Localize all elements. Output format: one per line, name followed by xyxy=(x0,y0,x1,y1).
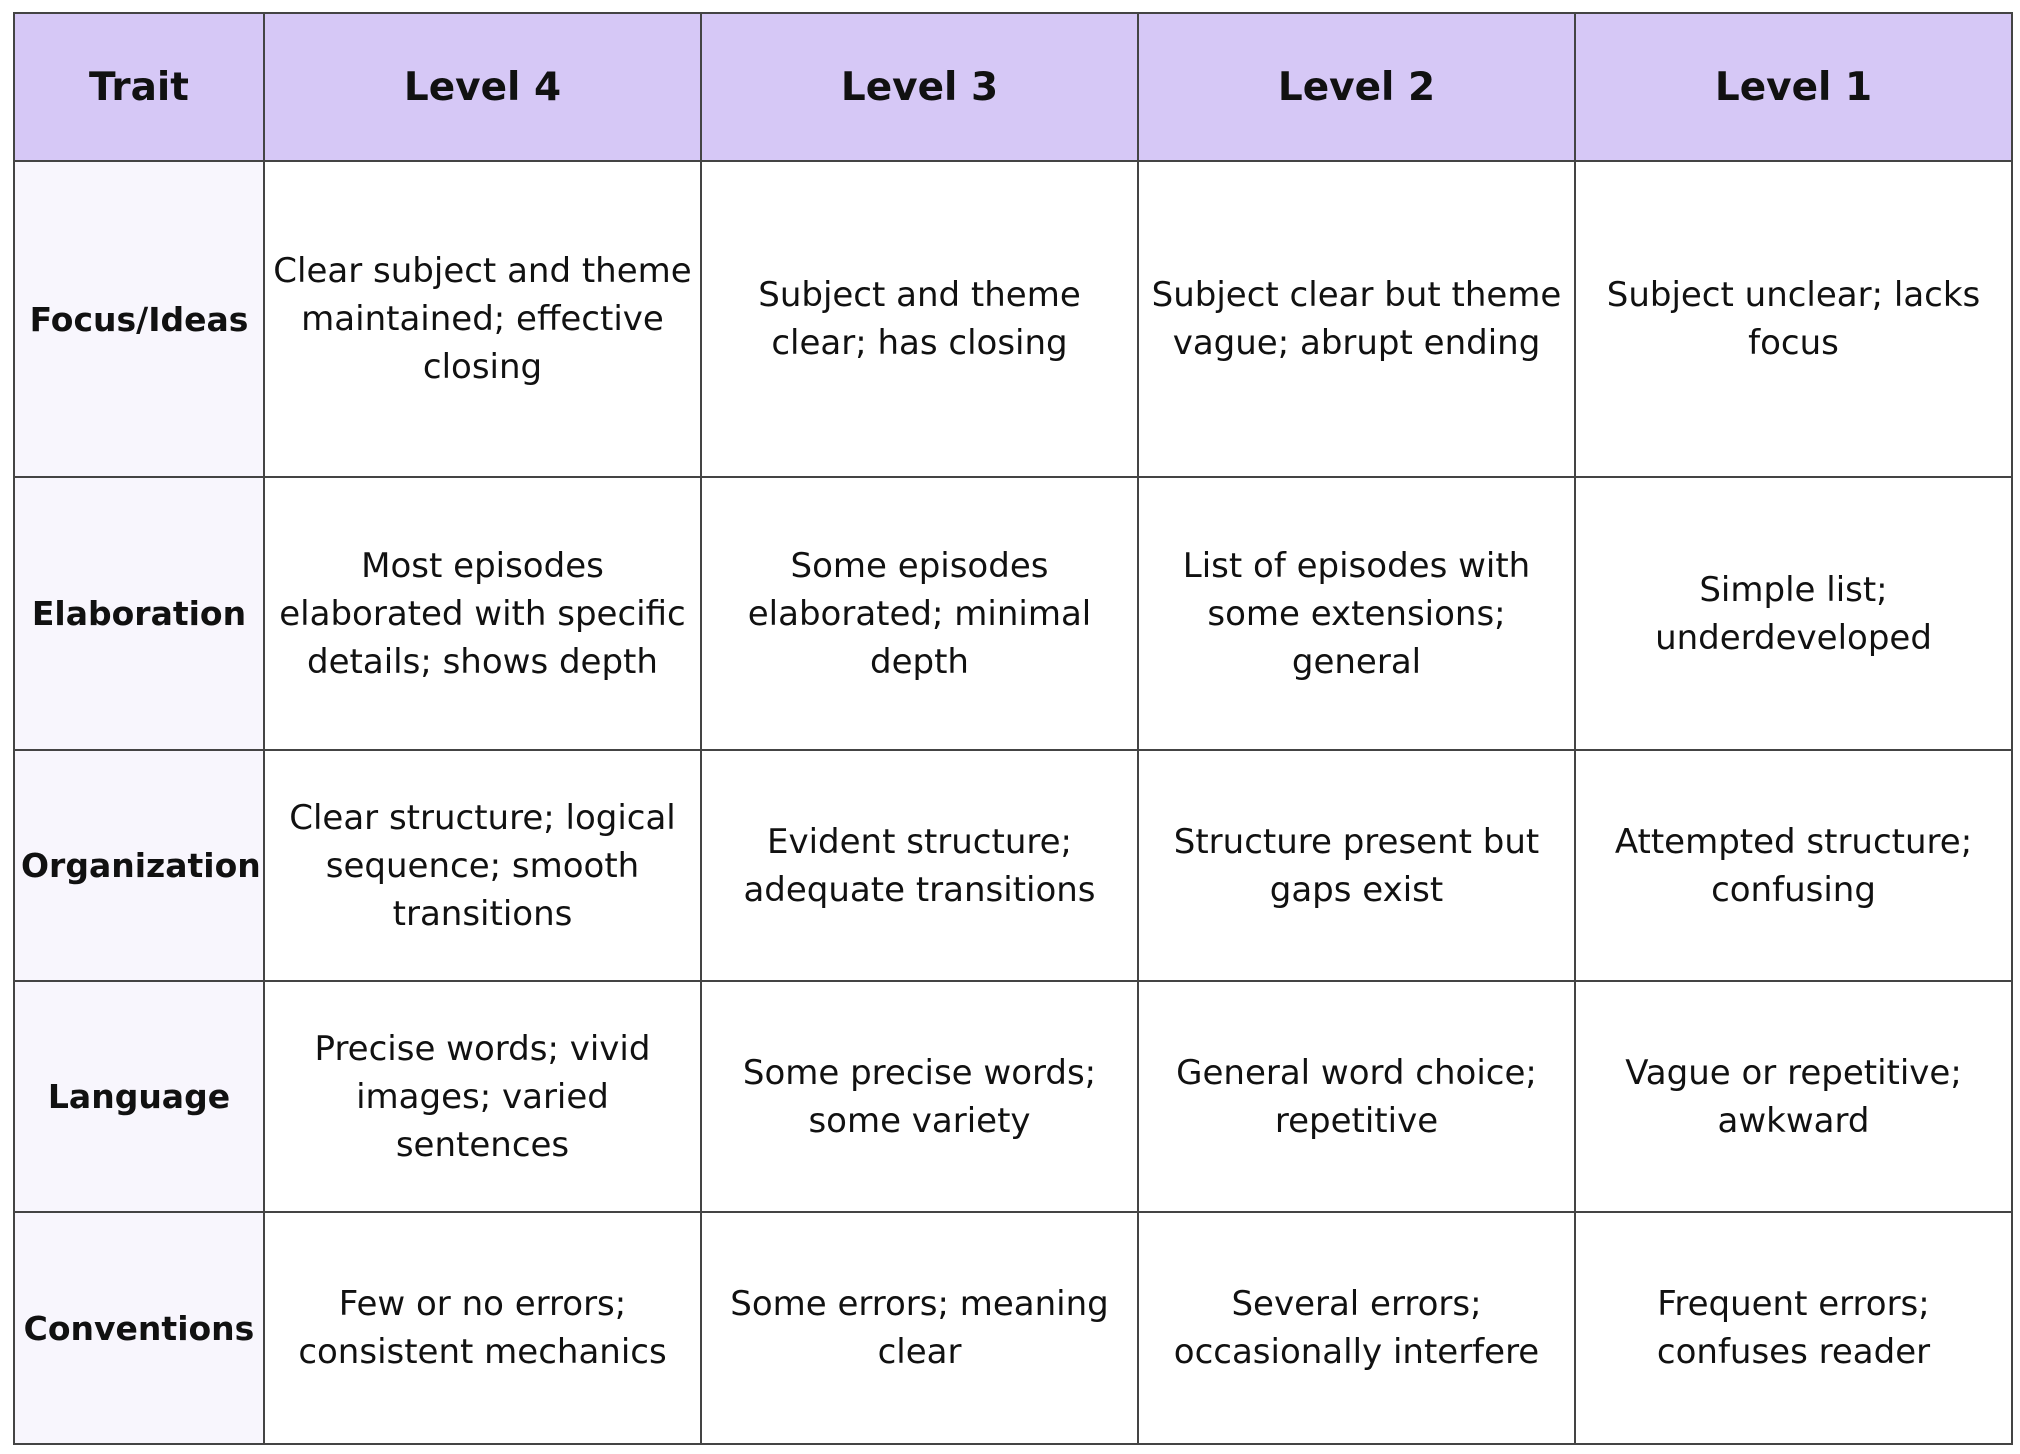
level-2-cell: List of episodes with some extensions; general xyxy=(1138,477,1575,750)
level-4-cell: Clear subject and theme maintained; effective closing xyxy=(264,161,701,477)
trait-label: Language xyxy=(14,981,264,1212)
table-row xyxy=(14,161,2012,477)
table-row xyxy=(14,477,2012,750)
level-4-cell: Clear structure; logical sequence; smooth transitions xyxy=(264,750,701,981)
level-3-cell: Some episodes elaborated; minimal depth xyxy=(701,477,1138,750)
level-3-cell: Subject and theme clear; has closing xyxy=(701,161,1138,477)
level-4-cell: Most episodes elaborated with specific details; shows depth xyxy=(264,477,701,750)
trait-label: Focus/Ideas xyxy=(14,161,264,477)
level-2-cell: Subject clear but theme vague; abrupt ending xyxy=(1138,161,1575,477)
table-row xyxy=(14,1212,2012,1444)
level-4-cell: Precise words; vivid images; varied sentences xyxy=(264,981,701,1212)
table-row xyxy=(14,750,2012,981)
header-trait: Trait xyxy=(14,13,264,161)
trait-label: Organization xyxy=(14,750,264,981)
header-level-3: Level 3 xyxy=(701,13,1138,161)
level-3-cell: Some errors; meaning clear xyxy=(701,1212,1138,1444)
level-4-cell: Few or no errors; consistent mechanics xyxy=(264,1212,701,1444)
level-2-cell: Structure present but gaps exist xyxy=(1138,750,1575,981)
level-1-cell: Frequent errors; confuses reader xyxy=(1575,1212,2012,1444)
level-2-cell: Several errors; occasionally interfere xyxy=(1138,1212,1575,1444)
table-row xyxy=(14,981,2012,1212)
header-row xyxy=(14,13,2012,161)
rubric-table xyxy=(13,12,2013,1445)
header-level-4: Level 4 xyxy=(264,13,701,161)
level-1-cell: Vague or repetitive; awkward xyxy=(1575,981,2012,1212)
rubric-body xyxy=(14,161,2012,1444)
level-3-cell: Evident structure; adequate transitions xyxy=(701,750,1138,981)
header-level-2: Level 2 xyxy=(1138,13,1575,161)
level-1-cell: Subject unclear; lacks focus xyxy=(1575,161,2012,477)
trait-label: Elaboration xyxy=(14,477,264,750)
level-1-cell: Attempted structure; confusing xyxy=(1575,750,2012,981)
trait-label: Conventions xyxy=(14,1212,264,1444)
level-1-cell: Simple list; underdeveloped xyxy=(1575,477,2012,750)
level-2-cell: General word choice; repetitive xyxy=(1138,981,1575,1212)
level-3-cell: Some precise words; some variety xyxy=(701,981,1138,1212)
rubric-header xyxy=(14,13,2012,161)
header-level-1: Level 1 xyxy=(1575,13,2012,161)
